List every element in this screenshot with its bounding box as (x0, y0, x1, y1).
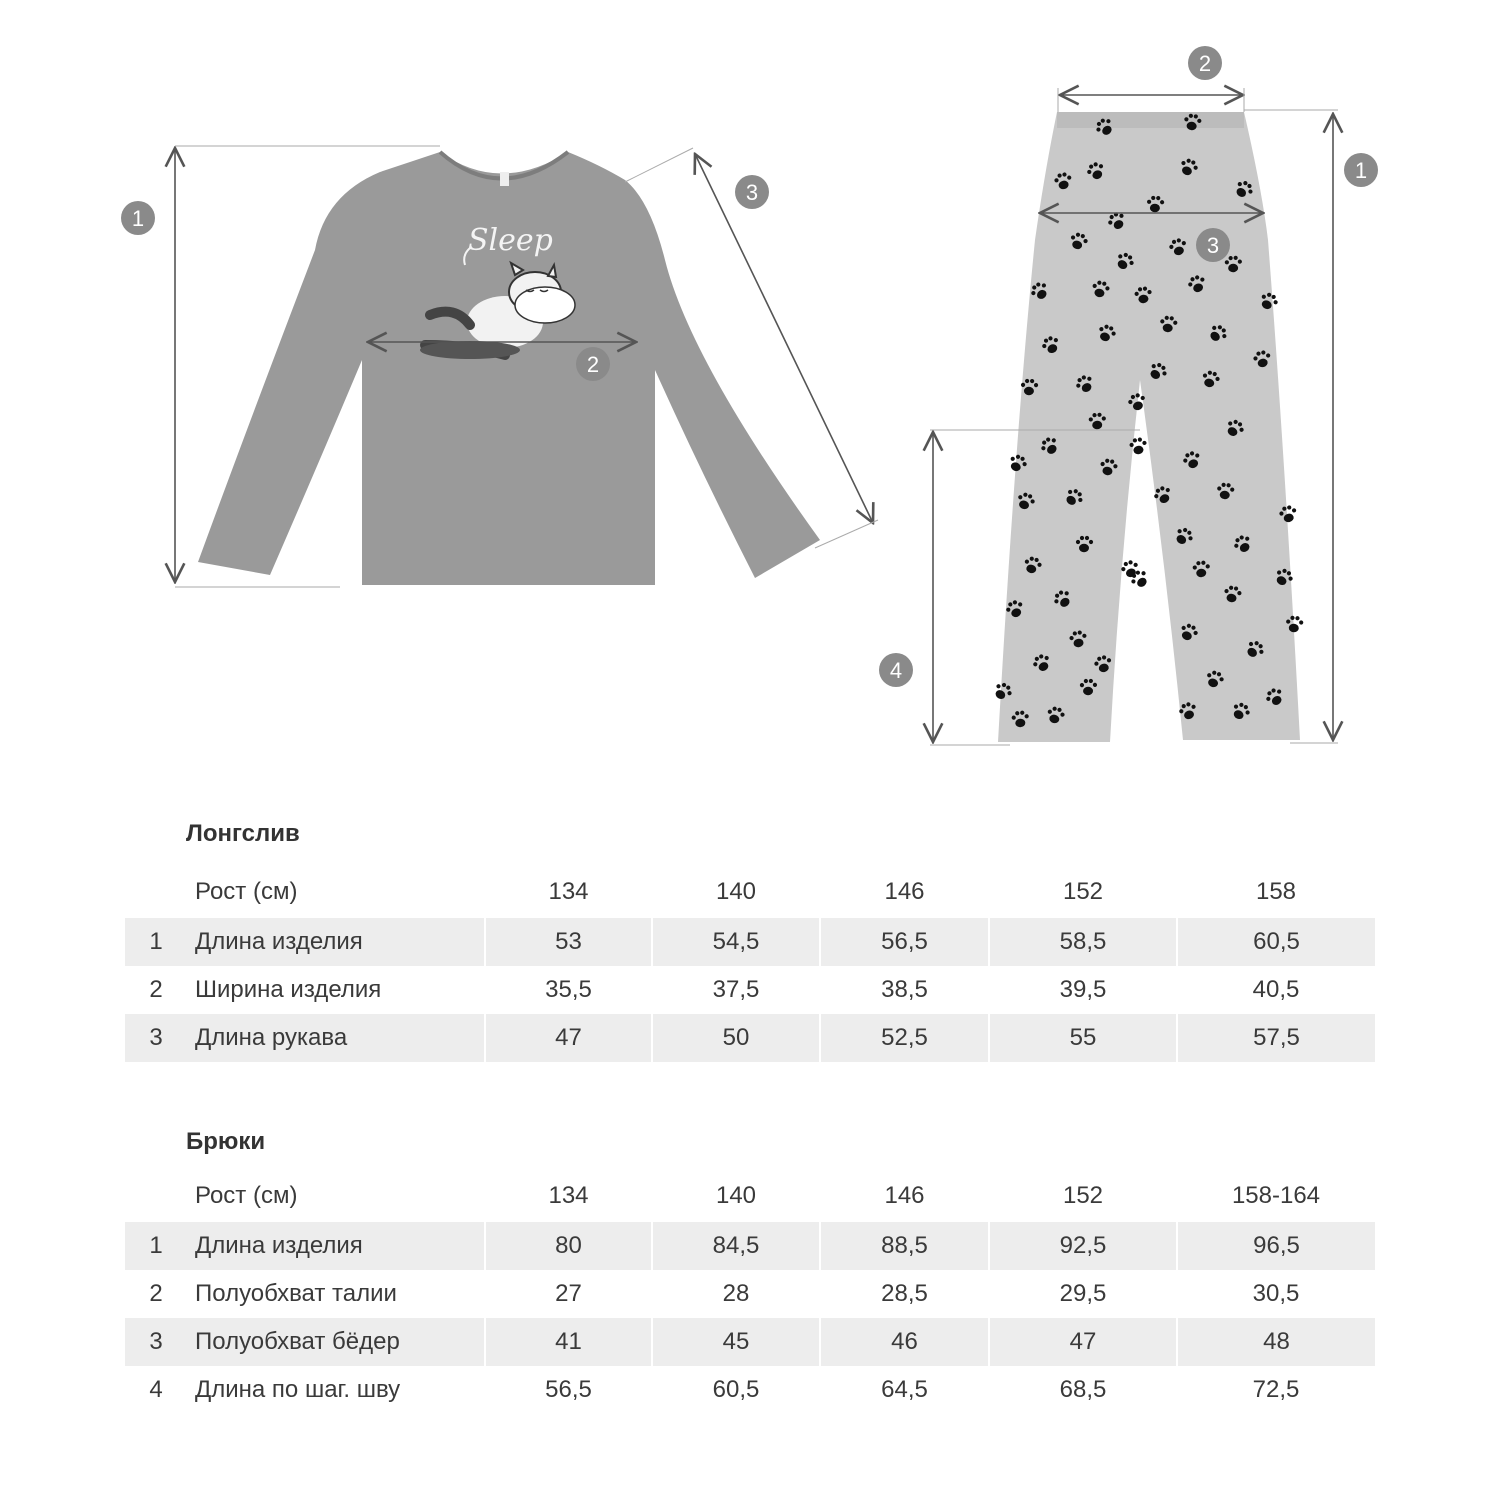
table-cell: 52,5 (820, 1014, 989, 1062)
svg-text:2: 2 (586, 352, 600, 377)
table-cell: 37,5 (712, 976, 760, 1003)
table-cell: 53 (485, 918, 652, 966)
row-label: Длина по шаг. шву (195, 1376, 401, 1403)
row-label: Длина изделия (187, 918, 485, 966)
height-label: Рост (см) (195, 1182, 298, 1209)
table-header-row (125, 866, 1375, 918)
table-cell: 28 (722, 1280, 750, 1307)
pants-marker-length (1344, 153, 1378, 187)
table-cell: 28,5 (881, 1280, 928, 1307)
shirt-marker-sleeve (735, 175, 769, 209)
table-cell: 56,5 (820, 918, 989, 966)
table-row (125, 1318, 1375, 1366)
row-label: Длина рукава (187, 1014, 485, 1062)
row-label: Полуобхват бёдер (187, 1318, 485, 1366)
print-text: Sleep (468, 223, 553, 258)
table-cell: 96,5 (1177, 1222, 1375, 1270)
pants-drawing (879, 46, 1378, 745)
table-cell: 35,5 (545, 976, 592, 1003)
longsleeve-title: Лонгслив (186, 820, 300, 847)
longsleeve-shape (198, 152, 820, 585)
paw-print (1119, 558, 1141, 579)
pants-marker-inseam (879, 653, 913, 687)
row-number: 2 (149, 1280, 163, 1307)
size-header: 146 (884, 878, 925, 905)
table-cell: 54,5 (652, 918, 820, 966)
row-number: 1 (125, 918, 187, 966)
row-label: Длина изделия (187, 1222, 485, 1270)
size-header: 140 (715, 878, 757, 905)
shirt-marker-width (576, 347, 610, 381)
pants-shape (998, 112, 1300, 742)
table-cell: 50 (652, 1014, 820, 1062)
table-cell: 38,5 (881, 976, 928, 1003)
table-row (125, 1366, 1375, 1414)
svg-text:2: 2 (1198, 51, 1212, 76)
size-header: 158-164 (1231, 1182, 1321, 1209)
height-label: Рост (см) (195, 878, 298, 905)
svg-text:1: 1 (131, 206, 145, 231)
table-cell: 60,5 (712, 1376, 760, 1403)
table-header-row (125, 1170, 1375, 1222)
table-cell: 29,5 (1059, 1280, 1107, 1307)
row-number: 3 (125, 1014, 187, 1062)
size-header: 134 (548, 878, 589, 905)
table-cell: 64,5 (881, 1376, 928, 1403)
row-number: 3 (125, 1318, 187, 1366)
table-cell: 60,5 (1177, 918, 1375, 966)
size-header: 158 (1255, 878, 1297, 905)
table-row (125, 966, 1375, 1014)
table-cell: 40,5 (1252, 976, 1300, 1003)
size-header: 152 (1062, 878, 1104, 905)
pants-marker-hips (1196, 228, 1230, 262)
shirt-marker-length (121, 201, 155, 235)
size-header: 140 (715, 1182, 757, 1209)
table-cell: 47 (485, 1014, 652, 1062)
table-cell: 57,5 (1177, 1014, 1375, 1062)
table-cell: 41 (485, 1318, 652, 1366)
table-cell: 45 (652, 1318, 820, 1366)
table-cell: 58,5 (989, 918, 1177, 966)
table-cell: 55 (989, 1014, 1177, 1062)
table-cell: 48 (1177, 1318, 1375, 1366)
svg-text:4: 4 (889, 658, 903, 683)
row-number: 1 (125, 1222, 187, 1270)
table-cell: 27 (555, 1280, 582, 1307)
table-cell: 68,5 (1059, 1376, 1107, 1403)
table-row (125, 1270, 1375, 1318)
longsleeve-drawing (121, 146, 878, 587)
pants-title: Брюки (186, 1128, 266, 1155)
table-cell: 88,5 (820, 1222, 989, 1270)
row-number: 2 (149, 976, 163, 1003)
table-row (125, 1014, 1375, 1062)
row-label: Ширина изделия (195, 976, 382, 1003)
table-cell: 84,5 (652, 1222, 820, 1270)
pants-size-table (125, 1170, 1375, 1414)
table-cell: 56,5 (545, 1376, 592, 1403)
table-cell: 30,5 (1252, 1280, 1300, 1307)
table-cell: 39,5 (1059, 976, 1107, 1003)
table-cell: 47 (989, 1318, 1177, 1366)
table-cell: 80 (485, 1222, 652, 1270)
row-label: Полуобхват талии (195, 1280, 397, 1307)
size-header: 134 (548, 1182, 589, 1209)
row-number: 4 (149, 1376, 163, 1403)
table-cell: 92,5 (989, 1222, 1177, 1270)
size-header: 146 (884, 1182, 925, 1209)
table-row (125, 1222, 1375, 1270)
longsleeve-size-table (125, 866, 1375, 1062)
svg-text:3: 3 (745, 180, 759, 205)
pants-marker-waist (1188, 46, 1222, 80)
svg-text:3: 3 (1206, 233, 1220, 258)
table-cell: 46 (820, 1318, 989, 1366)
size-header: 152 (1062, 1182, 1104, 1209)
table-row (125, 918, 1375, 966)
svg-text:1: 1 (1354, 158, 1368, 183)
table-cell: 72,5 (1252, 1376, 1300, 1403)
